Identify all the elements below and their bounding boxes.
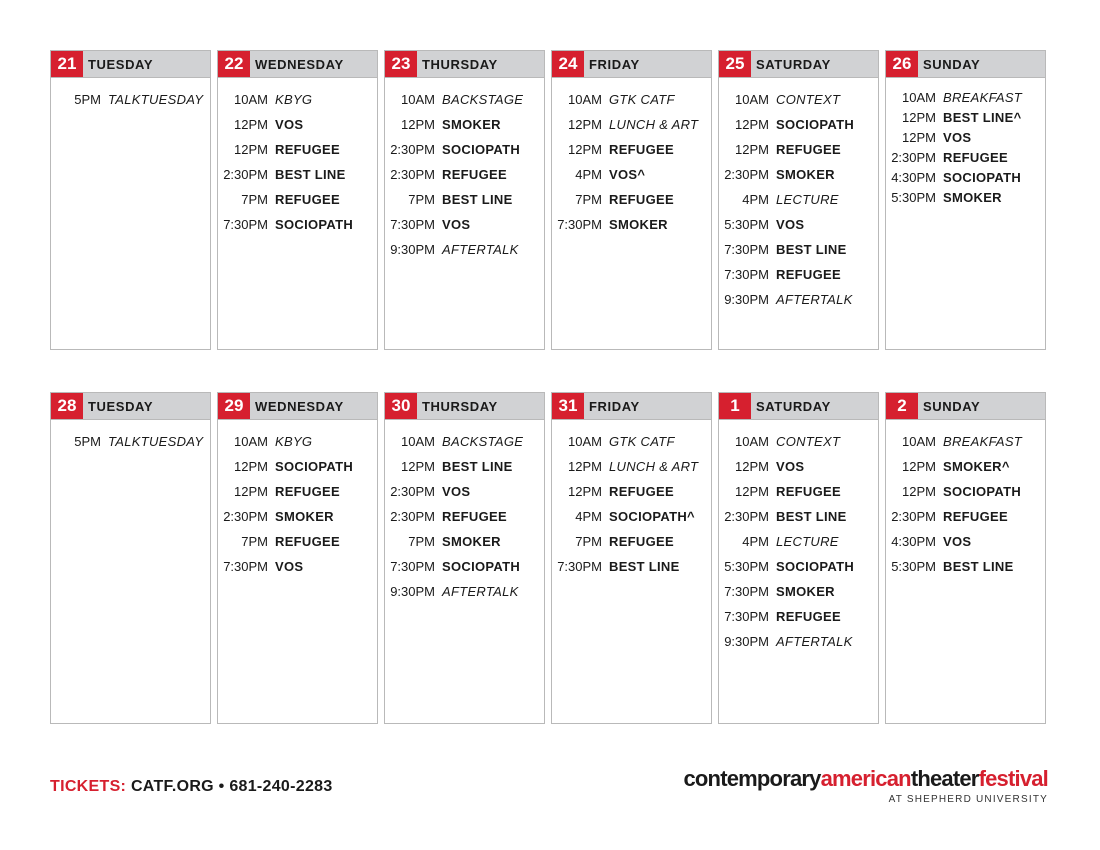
event-time: 7:30PM <box>223 559 268 574</box>
event-title: BEST LINE <box>442 192 513 207</box>
day-header <box>385 393 544 420</box>
event-time: 5:30PM <box>891 559 936 574</box>
event-row <box>719 629 878 654</box>
event-title: SOCIOPATH <box>275 217 354 232</box>
event-row <box>385 454 544 479</box>
event-time: 4PM <box>742 534 769 549</box>
event-title: KBYG <box>275 92 313 107</box>
day-name: SATURDAY <box>756 56 831 72</box>
event-title: BACKSTAGE <box>442 92 524 107</box>
event-title: GTK CATF <box>609 434 675 449</box>
event-row <box>886 87 1045 107</box>
event-row <box>385 237 544 262</box>
event-row <box>886 479 1045 504</box>
event-title: BREAKFAST <box>943 89 1023 105</box>
event-title: REFUGEE <box>275 534 340 549</box>
event-time: 12PM <box>234 484 268 499</box>
day-name: FRIDAY <box>589 56 640 72</box>
event-title: CONTEXT <box>776 92 841 107</box>
event-time: 7:30PM <box>557 217 602 232</box>
event-title: SOCIOPATH <box>275 459 354 474</box>
event-row <box>218 87 377 112</box>
event-time: 7:30PM <box>390 559 435 574</box>
event-time: 10AM <box>401 434 435 449</box>
event-time: 12PM <box>735 117 769 132</box>
tickets-contact: CATF.ORG • 681-240-2283 <box>130 778 333 795</box>
event-time: 12PM <box>735 484 769 499</box>
event-title: REFUGEE <box>442 167 507 182</box>
day-header <box>552 51 711 78</box>
day-card <box>217 392 378 724</box>
event-row <box>385 579 544 604</box>
event-row <box>719 137 878 162</box>
event-title: TALKTUESDAY <box>108 92 204 107</box>
event-title: LUNCH & ART <box>609 459 699 474</box>
event-title: REFUGEE <box>609 142 674 157</box>
event-title: REFUGEE <box>275 142 340 157</box>
event-title: BACKSTAGE <box>442 434 524 449</box>
event-title: VOS <box>776 459 805 474</box>
day-header <box>552 393 711 420</box>
event-row <box>719 287 878 312</box>
event-title: BEST LINE <box>609 559 680 574</box>
event-title: CONTEXT <box>776 434 841 449</box>
day-card <box>551 50 712 350</box>
event-title: SMOKER <box>943 189 1002 205</box>
day-card <box>217 50 378 350</box>
event-row <box>552 162 711 187</box>
event-list <box>51 420 210 454</box>
day-card <box>718 392 879 724</box>
event-row <box>719 429 878 454</box>
event-row <box>385 187 544 212</box>
event-row <box>886 127 1045 147</box>
event-time: 2:30PM <box>891 149 936 165</box>
day-name: TUESDAY <box>88 56 154 72</box>
event-title: AFTERTALK <box>776 292 853 307</box>
event-time: 2:30PM <box>223 167 268 182</box>
event-row <box>719 454 878 479</box>
event-row <box>886 504 1045 529</box>
day-card <box>551 392 712 724</box>
day-name: THURSDAY <box>422 398 498 414</box>
event-time: 12PM <box>401 459 435 474</box>
event-title: VOS <box>943 129 972 145</box>
event-row <box>886 167 1045 187</box>
event-row <box>552 112 711 137</box>
event-title: SMOKER <box>776 167 835 182</box>
event-title: LUNCH & ART <box>609 117 699 132</box>
day-name: SUNDAY <box>923 56 981 72</box>
event-title: SOCIOPATH <box>442 142 521 157</box>
event-time: 2:30PM <box>390 142 435 157</box>
day-number: 1 <box>719 393 751 419</box>
event-title: REFUGEE <box>609 192 674 207</box>
event-list <box>218 78 377 237</box>
event-title: TALKTUESDAY <box>108 434 204 449</box>
event-title: BEST LINE <box>442 459 513 474</box>
event-row <box>385 529 544 554</box>
event-title: REFUGEE <box>943 149 1008 165</box>
event-title: SMOKER <box>442 117 501 132</box>
event-row <box>218 454 377 479</box>
day-card <box>384 50 545 350</box>
event-list <box>385 420 544 604</box>
day-number: 22 <box>218 51 250 77</box>
event-title: REFUGEE <box>442 509 507 524</box>
event-time: 10AM <box>735 92 769 107</box>
event-time: 12PM <box>902 459 936 474</box>
event-time: 5PM <box>74 92 101 107</box>
event-time: 4PM <box>742 192 769 207</box>
event-list <box>218 420 377 579</box>
event-time: 7:30PM <box>724 267 769 282</box>
day-card <box>50 50 211 350</box>
day-header <box>719 51 878 78</box>
event-time: 10AM <box>234 92 268 107</box>
event-row <box>719 162 878 187</box>
event-time: 12PM <box>568 117 602 132</box>
event-row <box>719 187 878 212</box>
event-time: 9:30PM <box>390 242 435 257</box>
day-name: SUNDAY <box>923 398 981 414</box>
event-time: 7:30PM <box>557 559 602 574</box>
event-row <box>385 162 544 187</box>
event-title: SMOKER <box>776 584 835 599</box>
event-title: BEST LINE^ <box>943 109 1022 125</box>
event-row <box>385 112 544 137</box>
day-name: TUESDAY <box>88 398 154 414</box>
event-time: 9:30PM <box>724 634 769 649</box>
event-title: REFUGEE <box>776 609 841 624</box>
event-time: 12PM <box>902 129 936 145</box>
festival-logo <box>683 766 1048 805</box>
tickets-label: TICKETS: <box>50 778 127 795</box>
event-row <box>552 454 711 479</box>
day-number: 26 <box>886 51 918 77</box>
tickets-info <box>50 778 333 796</box>
event-title: BEST LINE <box>776 509 847 524</box>
event-list <box>719 420 878 654</box>
event-title: SMOKER <box>275 509 334 524</box>
event-row <box>719 554 878 579</box>
event-row <box>51 429 210 454</box>
event-time: 7PM <box>575 192 602 207</box>
event-time: 12PM <box>234 117 268 132</box>
logo-text: theater <box>910 766 979 791</box>
day-header <box>886 51 1045 78</box>
event-time: 10AM <box>902 434 936 449</box>
event-row <box>385 479 544 504</box>
event-time: 10AM <box>902 89 936 105</box>
event-time: 4:30PM <box>891 169 936 185</box>
event-list <box>385 78 544 262</box>
day-header <box>218 393 377 420</box>
event-title: SMOKER^ <box>943 459 1010 474</box>
event-list <box>552 420 711 579</box>
day-header <box>51 393 210 420</box>
event-time: 4PM <box>575 167 602 182</box>
event-title: VOS^ <box>609 167 646 182</box>
day-name: SATURDAY <box>756 398 831 414</box>
event-time: 12PM <box>234 459 268 474</box>
event-row <box>719 604 878 629</box>
event-title: VOS <box>275 117 304 132</box>
event-row <box>552 429 711 454</box>
event-row <box>385 87 544 112</box>
event-row <box>218 504 377 529</box>
event-row <box>886 454 1045 479</box>
event-time: 9:30PM <box>390 584 435 599</box>
day-header <box>886 393 1045 420</box>
event-time: 12PM <box>902 484 936 499</box>
day-number: 2 <box>886 393 918 419</box>
event-time: 12PM <box>401 117 435 132</box>
event-time: 4:30PM <box>891 534 936 549</box>
event-title: AFTERTALK <box>442 242 519 257</box>
event-row <box>552 137 711 162</box>
event-row <box>51 87 210 112</box>
day-name: WEDNESDAY <box>255 398 344 414</box>
day-header <box>51 51 210 78</box>
event-row <box>218 187 377 212</box>
event-title: SMOKER <box>442 534 501 549</box>
event-time: 2:30PM <box>724 167 769 182</box>
logo-text: american <box>820 766 911 791</box>
event-time: 7:30PM <box>724 609 769 624</box>
event-time: 10AM <box>401 92 435 107</box>
event-time: 10AM <box>234 434 268 449</box>
event-row <box>886 107 1045 127</box>
event-title: SOCIOPATH <box>943 484 1022 499</box>
event-list <box>51 78 210 112</box>
event-title: BEST LINE <box>275 167 346 182</box>
day-header <box>218 51 377 78</box>
day-card <box>50 392 211 724</box>
event-time: 5:30PM <box>891 189 936 205</box>
event-row <box>552 187 711 212</box>
event-row <box>719 212 878 237</box>
event-title: REFUGEE <box>275 484 340 499</box>
day-number: 25 <box>719 51 751 77</box>
event-title: SOCIOPATH <box>442 559 521 574</box>
event-row <box>552 479 711 504</box>
event-row <box>719 479 878 504</box>
event-title: REFUGEE <box>609 534 674 549</box>
event-row <box>385 504 544 529</box>
event-time: 7PM <box>408 192 435 207</box>
event-title: KBYG <box>275 434 313 449</box>
event-title: REFUGEE <box>776 142 841 157</box>
event-row <box>552 212 711 237</box>
event-title: GTK CATF <box>609 92 675 107</box>
event-row <box>886 554 1045 579</box>
event-row <box>886 429 1045 454</box>
event-time: 7:30PM <box>390 217 435 232</box>
event-row <box>719 237 878 262</box>
day-name: WEDNESDAY <box>255 56 344 72</box>
event-title: VOS <box>943 534 972 549</box>
event-list <box>886 420 1045 579</box>
event-row <box>385 554 544 579</box>
event-time: 12PM <box>234 142 268 157</box>
event-title: AFTERTALK <box>776 634 853 649</box>
day-name: THURSDAY <box>422 56 498 72</box>
event-row <box>552 554 711 579</box>
event-list <box>886 78 1045 207</box>
day-number: 24 <box>552 51 584 77</box>
week-2 <box>50 392 1046 724</box>
event-time: 12PM <box>568 459 602 474</box>
event-time: 2:30PM <box>390 484 435 499</box>
day-card <box>718 50 879 350</box>
day-header <box>719 393 878 420</box>
event-row <box>218 479 377 504</box>
event-time: 7:30PM <box>724 242 769 257</box>
event-title: BEST LINE <box>943 559 1014 574</box>
event-row <box>886 529 1045 554</box>
day-number: 28 <box>51 393 83 419</box>
event-title: LECTURE <box>776 192 839 207</box>
event-title: SOCIOPATH <box>776 117 855 132</box>
day-card <box>885 50 1046 350</box>
event-row <box>719 504 878 529</box>
event-list <box>552 78 711 237</box>
event-row <box>385 429 544 454</box>
event-time: 7PM <box>241 192 268 207</box>
event-time: 5PM <box>74 434 101 449</box>
event-row <box>218 162 377 187</box>
event-row <box>719 262 878 287</box>
event-row <box>218 529 377 554</box>
event-time: 2:30PM <box>390 509 435 524</box>
event-title: LECTURE <box>776 534 839 549</box>
event-row <box>218 137 377 162</box>
logo-text: festival <box>978 766 1048 791</box>
event-title: SOCIOPATH^ <box>609 509 695 524</box>
event-time: 10AM <box>735 434 769 449</box>
event-title: REFUGEE <box>609 484 674 499</box>
event-title: VOS <box>442 484 471 499</box>
event-time: 10AM <box>568 434 602 449</box>
week-1 <box>50 50 1046 350</box>
event-time: 2:30PM <box>891 509 936 524</box>
event-time: 5:30PM <box>724 559 769 574</box>
event-row <box>218 212 377 237</box>
event-title: VOS <box>776 217 805 232</box>
event-row <box>218 112 377 137</box>
event-row <box>385 212 544 237</box>
event-title: REFUGEE <box>776 484 841 499</box>
event-time: 7PM <box>575 534 602 549</box>
event-row <box>218 429 377 454</box>
day-number: 29 <box>218 393 250 419</box>
logo-text: contemporary <box>683 766 821 791</box>
event-time: 2:30PM <box>390 167 435 182</box>
event-title: SMOKER <box>609 217 668 232</box>
event-row <box>886 147 1045 167</box>
event-title: AFTERTALK <box>442 584 519 599</box>
event-row <box>886 187 1045 207</box>
event-row <box>719 112 878 137</box>
day-number: 31 <box>552 393 584 419</box>
day-card <box>384 392 545 724</box>
event-row <box>719 579 878 604</box>
event-time: 12PM <box>568 484 602 499</box>
event-time: 7:30PM <box>724 584 769 599</box>
event-time: 12PM <box>735 459 769 474</box>
event-title: REFUGEE <box>776 267 841 282</box>
event-title: BEST LINE <box>776 242 847 257</box>
event-title: VOS <box>275 559 304 574</box>
event-row <box>552 504 711 529</box>
event-title: VOS <box>442 217 471 232</box>
event-row <box>719 87 878 112</box>
event-time: 7PM <box>408 534 435 549</box>
day-number: 21 <box>51 51 83 77</box>
event-time: 12PM <box>735 142 769 157</box>
event-title: SOCIOPATH <box>943 169 1022 185</box>
event-list <box>719 78 878 312</box>
event-time: 2:30PM <box>223 509 268 524</box>
event-time: 4PM <box>575 509 602 524</box>
event-time: 7:30PM <box>223 217 268 232</box>
event-title: BREAKFAST <box>943 434 1023 449</box>
event-title: SOCIOPATH <box>776 559 855 574</box>
event-row <box>385 137 544 162</box>
day-number: 23 <box>385 51 417 77</box>
event-time: 5:30PM <box>724 217 769 232</box>
event-row <box>552 529 711 554</box>
event-time: 9:30PM <box>724 292 769 307</box>
day-card <box>885 392 1046 724</box>
event-row <box>552 87 711 112</box>
day-header <box>385 51 544 78</box>
event-time: 7PM <box>241 534 268 549</box>
event-time: 10AM <box>568 92 602 107</box>
event-row <box>218 554 377 579</box>
event-title: REFUGEE <box>943 509 1008 524</box>
event-time: 2:30PM <box>724 509 769 524</box>
logo-subtitle: AT SHEPHERD UNIVERSITY <box>888 794 1048 805</box>
event-title: REFUGEE <box>275 192 340 207</box>
event-time: 12PM <box>568 142 602 157</box>
event-row <box>719 529 878 554</box>
day-number: 30 <box>385 393 417 419</box>
day-name: FRIDAY <box>589 398 640 414</box>
event-time: 12PM <box>902 109 936 125</box>
